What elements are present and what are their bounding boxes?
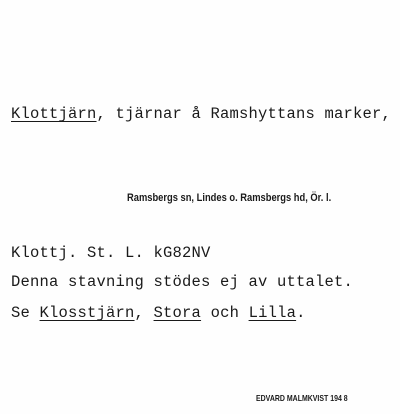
- map-reference: Klottj. St. L. kG82NV: [11, 244, 211, 262]
- spelling-note: Denna stavning stödes ej av uttalet.: [11, 273, 354, 291]
- see-link-klosstjarn: Klosstjärn: [39, 304, 135, 322]
- see-sep-2: och: [201, 304, 249, 322]
- headline: [11, 105, 391, 123]
- parish-line: Ramsbergs sn, Lindes o. Ramsbergs hd, Ör. l.: [127, 192, 332, 204]
- see-link-lilla: Lilla: [248, 304, 297, 322]
- footer-imprint: EDVARD MALMKVIST 194 8: [256, 393, 348, 403]
- see-prefix: Se: [11, 304, 40, 322]
- see-sep-1: ,: [134, 304, 154, 322]
- headline-rest: , tjärnar å Ramshyttans marker,: [96, 105, 392, 123]
- see-end: .: [296, 304, 306, 322]
- see-also: [11, 304, 306, 322]
- headword: Klottjärn: [11, 105, 97, 123]
- see-link-stora: Stora: [153, 304, 202, 322]
